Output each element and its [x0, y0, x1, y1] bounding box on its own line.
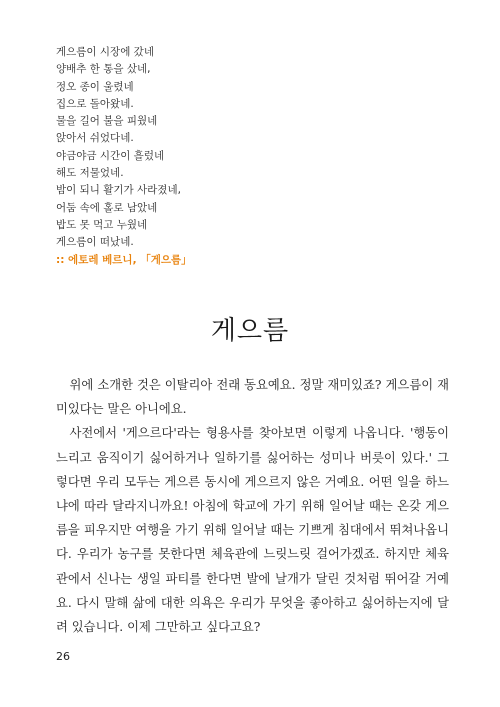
poem-line: 물을 길어 불을 피웠네	[56, 115, 158, 128]
poem-line: 게으름이 떠났네.	[56, 236, 134, 249]
poem-line: 야금야금 시간이 흘렀네	[56, 149, 165, 162]
poem-line: 어둠 속에 홀로 남았네	[56, 201, 158, 214]
body-text	[56, 373, 449, 639]
poem-line: 밤이 되니 활기가 사라졌네,	[56, 184, 181, 197]
page-number: 26	[56, 650, 70, 663]
poem-credit: :: 에토레 베르니, 「게으름」	[56, 253, 192, 266]
chapter-title: 게으름	[210, 316, 290, 346]
poem-block	[56, 44, 456, 269]
poem-line: 집으로 돌아왔네.	[56, 97, 134, 110]
poem-line: 앉아서 쉬었다네.	[56, 132, 134, 145]
poem-line: 해도 저물었네.	[56, 167, 124, 180]
poem-line: 양배추 한 통을 샀네,	[56, 63, 151, 76]
paragraph: 위에 소개한 것은 이탈리아 전래 동요예요. 정말 재미있죠? 게으름이 재미있다는 말은 아니에요.	[56, 378, 449, 417]
paragraph: 사전에서 '게으르다'라는 형용사를 찾아보면 이렇게 나옵니다. '행동이 느리고 움직이기 싫어하거나 일하기를 싫어하는 성미나 버릇이 있다.' 그렇다면 우리 모두는 게으른 동시에 게으르지 않은 거예요. 어떤 일을 하느냐에 따라 달라지니까요! 아침에 학교에 가기 위해 일어날 때는 온갖 게으름을 피우지만 여행을 가기 위해 일어날 때는 기쁘게 침대에서 뛰쳐나옵니다. 우리가 농구를 못한다면 체육관에 느릿느릿 걸어가겠죠. 하지만 체육관에서 신나는 생일 파티를 한다면 발에 날개가 달린 것처럼 뛰어갈 거예요. 다시 말해 삶에 대한 의욕은 우리가 무엇을 좋아하고 싫어하는지에 달려 있습니다. 이제 그만하고 싶다고요?	[56, 426, 449, 635]
poem-line: 게으름이 시장에 갔네	[56, 46, 154, 58]
poem-line: 밥도 못 먹고 누웠네	[56, 218, 148, 231]
poem-line: 정오 종이 울렸네	[56, 80, 134, 93]
